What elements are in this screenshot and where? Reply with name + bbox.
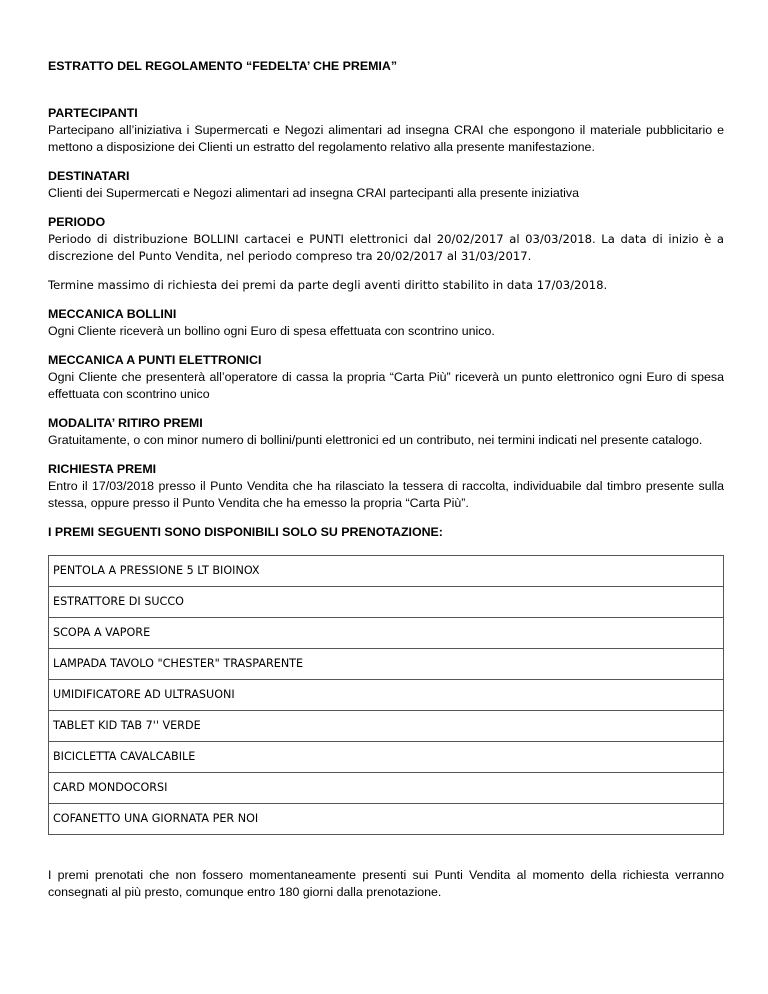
prize-cell: PENTOLA A PRESSIONE 5 LT BIOINOX — [49, 556, 724, 587]
section-heading: MECCANICA A PUNTI ELETTRONICI — [48, 353, 262, 367]
section-modalita-ritiro — [48, 415, 724, 449]
section-text: Ogni Cliente riceverà un bollino ogni Euro di spesa effettuata con scontrino unico. — [48, 324, 495, 338]
prize-cell: COFANETTO UNA GIORNATA PER NOI — [49, 804, 724, 835]
section-meccanica-bollini — [48, 306, 724, 340]
table-row — [49, 711, 724, 742]
section-text: Gratuitamente, o con minor numero di bollini/punti elettronici ed un contributo, nei termini indicati nel presente catalogo. — [48, 433, 703, 447]
section-meccanica-punti — [48, 352, 724, 403]
section-partecipanti — [48, 105, 724, 156]
table-row — [49, 618, 724, 649]
section-heading: PERIODO — [48, 215, 106, 229]
section-destinatari — [48, 168, 724, 202]
prizes-table — [48, 555, 724, 835]
section-text: Ogni Cliente che presenterà all’operatore di cassa la propria “Carta Più” riceverà un punto elettronico ogni Euro di spesa effettuata con scontrino unico — [48, 370, 724, 401]
table-row — [49, 773, 724, 804]
deadline-note: Termine massimo di richiesta dei premi da parte degli aventi diritto stabilito in data 17/03/2018. — [48, 278, 608, 292]
prizes-heading: I PREMI SEGUENTI SONO DISPONIBILI SOLO SU PRENOTAZIONE: — [48, 525, 443, 539]
prize-cell: TABLET KID TAB 7'' VERDE — [49, 711, 724, 742]
table-row — [49, 649, 724, 680]
document-title: ESTRATTO DEL REGOLAMENTO “FEDELTA’ CHE PREMIA” — [48, 59, 398, 73]
prize-cell: LAMPADA TAVOLO "CHESTER" TRASPARENTE — [49, 649, 724, 680]
prize-cell: SCOPA A VAPORE — [49, 618, 724, 649]
table-row — [49, 556, 724, 587]
section-text: Periodo di distribuzione BOLLINI cartacei e PUNTI elettronici dal 20/02/2017 al 03/03/2018. La data di inizio è a discrezione del Punto Vendita, nel periodo compreso tra 20/02/2017 al 31/03/2017. — [48, 232, 724, 263]
section-text: Partecipano all’iniziativa i Supermercati e Negozi alimentari ad insegna CRAI che espongono il materiale pubblicitario e mettono a disposizione dei Clienti un estratto del regolamento relativo alla presente manifestazione. — [48, 123, 724, 154]
section-heading: MECCANICA BOLLINI — [48, 307, 177, 321]
table-row — [49, 587, 724, 618]
section-heading: MODALITA’ RITIRO PREMI — [48, 416, 203, 430]
prize-cell: ESTRATTORE DI SUCCO — [49, 587, 724, 618]
prize-cell: BICICLETTA CAVALCABILE — [49, 742, 724, 773]
table-row — [49, 804, 724, 835]
section-periodo — [48, 214, 724, 265]
section-text: Clienti dei Supermercati e Negozi alimentari ad insegna CRAI partecipanti alla presente iniziativa — [48, 186, 580, 200]
section-heading: DESTINATARI — [48, 169, 130, 183]
prize-cell: CARD MONDOCORSI — [49, 773, 724, 804]
table-row — [49, 742, 724, 773]
table-row — [49, 680, 724, 711]
prize-cell: UMIDIFICATORE AD ULTRASUONI — [49, 680, 724, 711]
section-richiesta-premi — [48, 461, 724, 512]
footer-note: I premi prenotati che non fossero momentaneamente presenti sui Punti Vendita al momento della richiesta verranno consegnati al più presto, comunque entro 180 giorni dalla prenotazione. — [48, 868, 724, 899]
document-page — [48, 58, 724, 901]
section-heading: PARTECIPANTI — [48, 106, 138, 120]
section-text: Entro il 17/03/2018 presso il Punto Vendita che ha rilasciato la tessera di raccolta, individuabile dal timbro presente sulla stessa, oppure presso il Punto Vendita che ha emesso la propria “Carta Più”. — [48, 479, 724, 510]
section-heading: RICHIESTA PREMI — [48, 462, 157, 476]
